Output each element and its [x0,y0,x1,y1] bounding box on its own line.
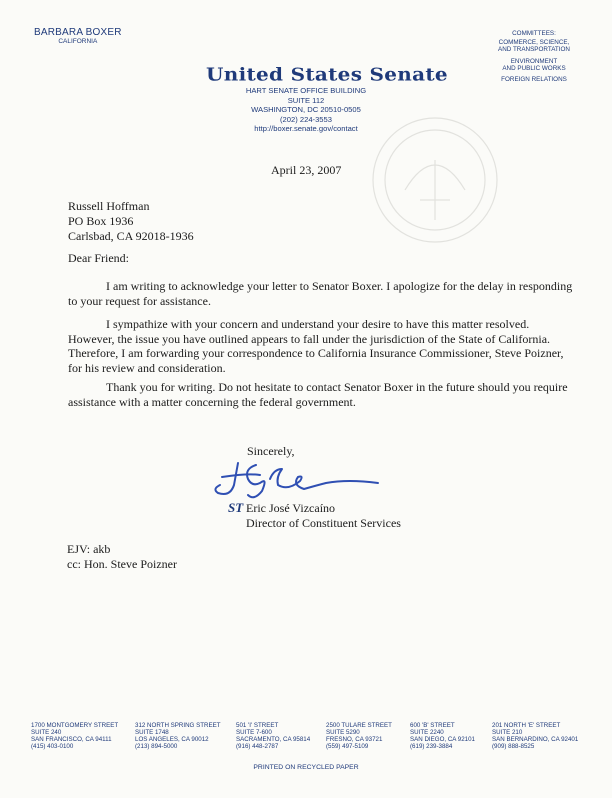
handwritten-signature-icon [208,455,388,505]
salutation: Dear Friend: [68,251,129,265]
office-address: 501 'I' STREET SUITE 7-600 SACRAMENTO, CA 95814 (916) 448-2787 [236,722,311,751]
senator-state: CALIFORNIA [58,38,98,45]
reference-lines: EJV: akb cc: Hon. Steve Poizner [67,542,177,571]
office-address: 1700 MONTGOMERY STREET SUITE 240 SAN FRANCISCO, CA 94111 (415) 403-0100 [31,722,119,751]
committees-list [484,30,584,87]
signer-name: Eric José Vizcaíno [246,501,336,515]
committee-item: ENVIRONMENT AND PUBLIC WORKS [502,57,566,72]
body-paragraph: I sympathize with your concern and understand your desire to have this matter resolved. However, the issue you have outlined appears to fall under the jurisdiction of the State of California. Therefore, I am forwarding your correspondence to California Insurance Commissioner, Steve Poizner, for his review and consideration. [68,317,564,375]
signer-initials: ST [228,500,244,515]
closing: Sincerely, [247,444,295,458]
office-address: 312 NORTH SPRING STREET SUITE 1748 LOS ANGELES, CA 90012 (213) 894-5000 [135,722,221,751]
recipient-address: Russell Hoffman PO Box 1936 Carlsbad, CA 92018-1936 [68,199,194,243]
office-address: 201 NORTH 'E' STREET SUITE 210 SAN BERNARDINO, CA 92401 (909) 888-8525 [492,722,579,751]
office-address: 2500 TULARE STREET SUITE 5290 FRESNO, CA 93721 (559) 497-5109 [326,722,392,751]
letterhead-title: United States Senate [206,63,448,85]
body-paragraph: I am writing to acknowledge your letter to Senator Boxer. I apologize for the delay in responding to your request for assistance. [68,279,573,308]
contact-url: http://boxer.senate.gov/contact [254,124,358,134]
senator-name-block [34,27,122,45]
body-paragraph: Thank you for writing. Do not hesitate to contact Senator Boxer in the future should you require assistance with a matter concerning the federal government. [68,380,568,409]
letterhead-address: HART SENATE OFFICE BUILDING SUITE 112 WASHINGTON, DC 20510-0505 (202) 224-3553 http://boxer.senate.gov/contact [206,86,406,134]
committee-item: COMMERCE, SCIENCE, AND TRANSPORTATION [498,39,570,54]
letterhead [206,62,448,134]
recycled-paper-note: PRINTED ON RECYCLED PAPER [253,764,359,771]
committees-heading: COMMITTEES: [512,30,556,37]
committee-item: FOREIGN RELATIONS [501,76,567,84]
senator-name: BARBARA BOXER [34,27,122,38]
office-address: 600 'B' STREET SUITE 2240 SAN DIEGO, CA 92101 (619) 239-3884 [410,722,475,751]
signer-block [228,500,401,531]
letter-date: April 23, 2007 [271,163,342,177]
signer-title: Director of Constituent Services [246,516,401,530]
